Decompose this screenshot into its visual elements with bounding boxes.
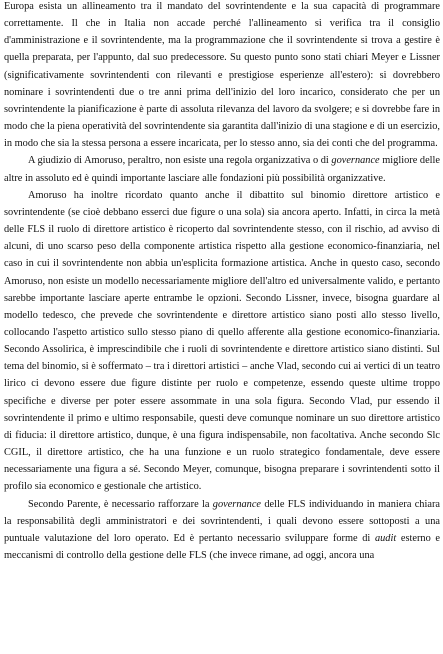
paragraph-4-italic-governance: governance [212, 498, 262, 510]
paragraph-4-text-b: delle FLS individuando in maniera chiara la responsabilità degli amministratori e dei sovrintendenti, i quali devono essere sottoposti a una puntuale valutazione del loro operato. Ed è pertanto necessario sviluppare forme di [4, 498, 440, 544]
paragraph-3 [4, 187, 440, 496]
paragraph-1 [4, 0, 440, 152]
paragraph-4-text-a: Secondo Parente, è necessario rafforzare la [28, 498, 213, 510]
paragraph-4-italic-audit: audit [374, 532, 397, 544]
paragraph-4-text-c: esterno e meccanismi di controllo della gestione delle FLS (che invece rimane, ad oggi, ancora una [4, 532, 440, 561]
paragraph-1-text: Europa esista un allineamento tra il mandato del sovrintendente e la sua capacità di programmare correttamente. Il che in Italia non accade perché l'allineamento si verifica tra il consiglio d'amministrazione e il sovrintendente, ma la programmazione che il sovrintendente si trova a gestire è quella preparata, per l'appunto, dal suo predecessore. Su questo punto sono stati chiari Meyer e Lissner (significativamente sovrintendenti con rilevanti e prestigiose esperienze all'estero): si dovrebbero nominare i sovrintendenti due o tre anni prima dell'inizio del loro incarico, considerato che per un sovrintendente la pianificazione è parte di assoluta rilevanza del lavoro da svolgere; e si dovrebbe fare in modo che la piena operatività del sovrintendente sia garantita dall'inizio di una stagione e di un esercizio, in modo che sia la stessa persona a essere incaricata, per lo stesso anno, sia dei conti che del programma. [4, 1, 440, 150]
paragraph-3-text: Amoruso ha inoltre ricordato quanto anche il dibattito sul binomio direttore artistico e sovrintendente (se cioè debbano esserci due figure o una sola) sia ancora aperto. Infatti, in circa la metà delle FLS il ruolo di direttore artistico è ricoperto dal sovrintendente stesso, con il rischio, ad avviso di alcuni, di uno scarso peso della componente artistica rispetto alla gestione economico-finanziaria, nel caso in cui il sovrintendente non abbia un'esplicita formazione artistica. Anche in questo caso, secondo Amoruso, non esiste un modello necessariamente migliore dell'altro ed universalmente valido, e pertanto sarebbe importante lasciare aperte entrambe le opzioni. Secondo Lissner, invece, bisogna guardare al modello tedesco, che prevede che sovrintendente e direttore artistico siano posti allo stesso livello, collocando l'aspetto artistico sullo stesso piano di quello afferente alla gestione economico-finanziaria. Secondo Assolirica, è imprescindibile che i ruoli di sovrintendente e direttore artistico siano distinti. Sul tema del binomio, si è soffermato – tra i direttori artistici – anche Vlad, secondo cui ai vertici di un teatro lirico ci devono essere due figure distinte per ruolo e competenze, essendo queste ultime troppo specifiche e diverse per poter essere assommate in una sola figura. Secondo Vlad, pur essendo il sovrintendente il primo e ultimo responsabile, questi deve comunque nominare un suo direttore artistico di fiducia: il direttore artistico, dunque, è una figura indispensabile, non facoltativa. Anche secondo Slc CGIL, il direttore artistico, che ha una funzione e un ruolo strategico fondamentale, deve essere necessariamente una figura a sé. Secondo Meyer, comunque, bisogna preparare i sovrintendenti sotto il profilo sia economico e gestionale che artistico. [4, 189, 440, 493]
paragraph-2-text-b: migliore delle altre in assoluto ed è quindi importante lasciare alle fondazioni più possibilità organizzative. [4, 155, 440, 184]
paragraph-4 [4, 496, 440, 565]
document-page [4, 0, 440, 564]
paragraph-2-italic-governance: governance [331, 155, 380, 167]
paragraph-2-text-a: A giudizio di Amoruso, peraltro, non esiste una regola organizzativa o di [28, 155, 332, 167]
paragraph-2 [4, 152, 440, 186]
